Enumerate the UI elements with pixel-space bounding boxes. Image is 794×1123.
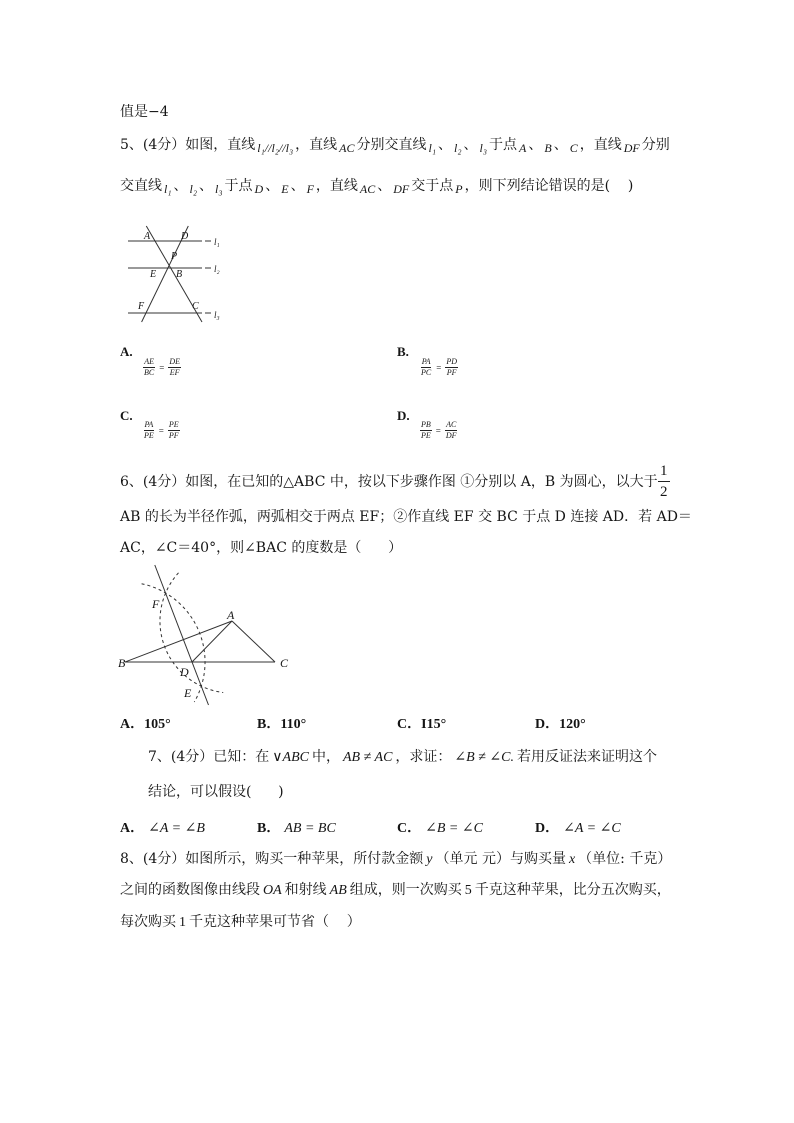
q8-math: x xyxy=(568,852,576,867)
option-letter: A． xyxy=(120,717,145,732)
q5-text: ，直线 xyxy=(295,137,338,153)
q5-text: 于点 xyxy=(489,137,518,153)
q5-math: E xyxy=(281,182,289,196)
q8-text: 8、(4分）如图所示，购买一种苹果，所付款金额 xyxy=(120,851,424,867)
fraction xyxy=(445,420,458,441)
numerator: AC xyxy=(446,420,457,429)
q5-math: A xyxy=(519,141,527,155)
q5-text: 交于点 xyxy=(411,178,454,194)
q5-math: AC xyxy=(339,141,355,155)
q8-math: OA xyxy=(263,883,282,898)
option-letter: C． xyxy=(397,717,422,732)
denominator: PF xyxy=(168,431,179,440)
q8-number: 1 xyxy=(179,915,186,930)
label-a: A xyxy=(144,231,151,242)
option-letter: D． xyxy=(535,717,560,732)
fraction xyxy=(420,420,432,441)
option-letter: B． xyxy=(257,717,281,732)
label-b: B xyxy=(118,656,126,670)
q5-parallel-lines-figure xyxy=(120,220,240,330)
q5-math: l₃ xyxy=(215,182,223,196)
q8-text: （单位: 千克） xyxy=(578,851,672,867)
q6-option-b xyxy=(257,716,306,734)
label-f: F xyxy=(152,597,160,611)
q7-option-a xyxy=(120,820,205,838)
equals-sign: = xyxy=(158,425,164,436)
fraction xyxy=(143,420,155,441)
fraction xyxy=(168,357,181,378)
numerator: PA xyxy=(144,420,154,429)
option-value: ∠A = ∠B xyxy=(148,821,205,836)
segment-ac xyxy=(232,621,275,662)
q5-math: AC xyxy=(359,182,376,196)
q8-math: AB xyxy=(329,883,347,898)
label-e: E xyxy=(150,269,157,280)
option-letter: B． xyxy=(257,821,281,836)
q5-option-c-formula xyxy=(143,420,180,441)
option-value: ∠A = ∠C xyxy=(563,821,621,836)
q5-option-c-letter: C. xyxy=(120,408,133,423)
numerator: PE xyxy=(168,420,179,429)
q7-text: 结论，可以假设( ) xyxy=(148,784,284,800)
q8-text: （单元 元）与购买量 xyxy=(435,851,566,867)
q7-stem-line-1 xyxy=(148,748,657,766)
label-e: E xyxy=(184,686,192,700)
q5-option-a-letter: A. xyxy=(120,344,133,359)
fraction xyxy=(168,420,180,441)
q7-option-b xyxy=(257,820,336,838)
q5-math: l₂ xyxy=(189,182,198,196)
q6-text: AB 的长为半径作弧，两弧相交于两点 EF；②作直线 EF 交 BC 于点 D 连接 AD．若 AD＝ xyxy=(120,509,692,525)
q5-math: F xyxy=(306,182,314,196)
q7-math: ∠B ≠ ∠C. xyxy=(454,750,514,765)
q6-text: 6、(4分）如图，在已知的△ABC 中，按以下步骤作图 ①分别以 A，B 为圆心，以大于 xyxy=(120,474,658,490)
q6-stem-line-2 xyxy=(120,508,692,526)
q5-text: ，直线 xyxy=(315,178,358,194)
fraction xyxy=(445,357,458,378)
option-value: 105° xyxy=(144,717,171,732)
q7-text: 7、(4分）已知：在 xyxy=(148,749,270,765)
q7-option-c xyxy=(397,820,483,838)
label-c: C xyxy=(280,656,289,670)
q5-text: 5、(4分）如图，直线 xyxy=(120,137,256,153)
denominator: PC xyxy=(421,368,432,377)
q5-text: 、 xyxy=(377,178,392,194)
q5-text: 、 xyxy=(199,178,214,194)
label-p: P xyxy=(171,251,178,262)
q5-text: ，则下列结论错误的是( ) xyxy=(464,178,634,194)
label-b: B xyxy=(176,269,183,280)
q8-stem-line-2 xyxy=(120,881,671,899)
equals-sign: = xyxy=(436,362,442,373)
q6-triangle-construction-figure xyxy=(115,555,300,715)
q5-stem-line-1 xyxy=(120,136,670,154)
fraction xyxy=(143,357,155,378)
label-d: D xyxy=(181,231,189,242)
q8-text: 千克这种苹果可节省（ ） xyxy=(189,914,361,930)
q7-option-d xyxy=(535,820,621,838)
q5-math: P xyxy=(455,182,463,196)
denominator: PE xyxy=(144,431,154,440)
option-value: I15° xyxy=(421,717,447,732)
q5-text: 、 xyxy=(528,137,543,153)
q5-text: ，直线 xyxy=(579,137,622,153)
equals-sign: = xyxy=(435,425,441,436)
q5-text: 交直线 xyxy=(120,178,162,194)
numerator: PB xyxy=(421,420,431,429)
q5-text: 于点 xyxy=(224,178,253,194)
q6-half-fraction xyxy=(658,461,670,502)
option-value: 110° xyxy=(280,717,307,732)
q7-text: ，求证： xyxy=(395,749,452,765)
q6-text: AC，∠C＝40°，则∠BAC 的度数是（ ） xyxy=(120,540,403,556)
label-f: F xyxy=(138,301,145,312)
option-letter: D． xyxy=(535,821,560,836)
q8-math: y xyxy=(426,852,433,867)
numerator: 1 xyxy=(658,461,670,482)
q5-text: 、 xyxy=(463,137,478,153)
q7-math: AB ≠ AC xyxy=(342,750,393,765)
q8-text: 组成，则一次购买 xyxy=(349,882,462,898)
q5-option-b-formula xyxy=(420,357,458,378)
q5-text: 、 xyxy=(265,178,280,194)
q5-text: 、 xyxy=(290,178,305,194)
denominator: BC xyxy=(144,368,155,377)
option-value: AB = BC xyxy=(284,821,336,836)
q5-stem-line-2 xyxy=(120,177,633,195)
denominator: PE xyxy=(421,431,431,440)
numerator: AE xyxy=(144,357,154,366)
option-letter: C． xyxy=(397,821,422,836)
denominator: DF xyxy=(445,431,457,440)
q8-text: 每次购买 xyxy=(120,914,176,930)
numerator: PA xyxy=(421,357,431,366)
option-value: ∠B = ∠C xyxy=(425,821,483,836)
q5-text: 、 xyxy=(438,137,452,153)
q8-text: 之间的函数图像由线段 xyxy=(120,882,260,898)
q5-text: 、 xyxy=(173,178,188,194)
q7-math: ∨ABC xyxy=(272,750,309,765)
option-value: 120° xyxy=(559,717,586,732)
option-letter: A． xyxy=(120,821,145,836)
intro-line xyxy=(120,103,169,121)
q5-math: D xyxy=(254,182,264,196)
numerator: PD xyxy=(446,357,457,366)
q7-text: 中， xyxy=(311,749,340,765)
denominator: 2 xyxy=(660,484,668,500)
q7-text: 若用反证法来证明这个 xyxy=(516,749,657,765)
q5-text: 分别交直线 xyxy=(356,137,427,153)
intro-text: 值是−4 xyxy=(120,104,169,120)
label-d: D xyxy=(180,665,189,679)
q5-math: l₃ xyxy=(479,141,488,155)
q5-math: DF xyxy=(623,141,640,155)
equals-sign: = xyxy=(159,362,165,373)
q5-math: C xyxy=(569,141,578,155)
q5-math: DF xyxy=(393,182,410,196)
q5-math: l₂ xyxy=(454,141,462,155)
q6-option-a xyxy=(120,716,171,734)
label-l3: l₃ xyxy=(214,310,220,320)
q5-text: 、 xyxy=(553,137,568,153)
denominator: PF xyxy=(446,368,457,377)
fraction xyxy=(420,357,432,378)
q6-option-c xyxy=(397,716,446,734)
q5-option-d-formula xyxy=(420,420,458,441)
arc-centered-a xyxy=(160,573,223,693)
q5-option-b-letter: B. xyxy=(397,344,409,359)
segment-ad xyxy=(192,621,232,662)
q5-option-a-formula xyxy=(143,357,181,378)
q5-math: l₁ xyxy=(164,182,172,196)
q5-math: B xyxy=(544,141,552,155)
q6-option-d xyxy=(535,716,586,734)
label-c: C xyxy=(192,301,199,312)
label-l1: l₁ xyxy=(214,237,220,247)
label-a: A xyxy=(227,608,235,622)
q8-number: 5 xyxy=(464,883,472,898)
denominator: EF xyxy=(169,368,180,377)
numerator: DE xyxy=(169,357,180,366)
label-l2: l₂ xyxy=(214,264,220,274)
q5-text: 分别 xyxy=(641,137,670,153)
line-ef xyxy=(155,565,209,705)
q8-stem-line-1 xyxy=(120,850,671,868)
q8-text: 和射线 xyxy=(284,882,327,898)
q5-math: l₁//l₂//l₃ xyxy=(257,141,294,155)
q8-stem-line-3 xyxy=(120,913,361,931)
q5-math: l₁ xyxy=(428,141,436,155)
q8-text: 千克这种苹果，比分五次购买， xyxy=(474,882,671,898)
q7-stem-line-2 xyxy=(148,783,284,801)
q6-stem-line-1 xyxy=(120,473,658,491)
q5-option-d-letter: D. xyxy=(397,408,410,423)
